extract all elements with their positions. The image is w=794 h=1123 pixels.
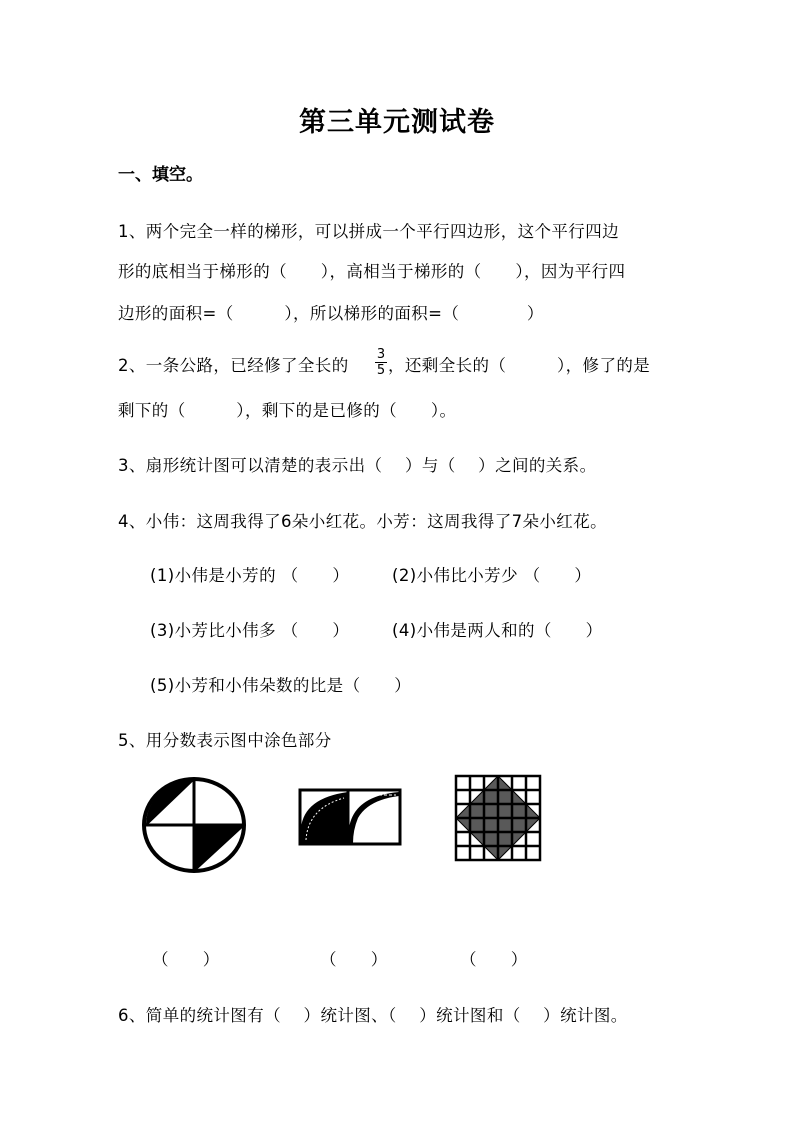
q3-text: 3、扇形统计图可以清楚的表示出（ ）与（ ）之间的关系。 bbox=[118, 456, 597, 475]
q2-line2: 剩下的（ ），剩下的是已修的（ ）。 bbox=[118, 401, 457, 420]
q2-line1-end: ，还剩全长的（ ），修了的是 bbox=[388, 356, 651, 375]
q5-answer-blank-2[interactable]: （ ） bbox=[320, 950, 388, 969]
section-heading-fill-in: 一、填空。 bbox=[118, 165, 203, 185]
fraction-three-fifths bbox=[375, 347, 387, 378]
q4-part2: (2)小伟比小芳少 （ ） bbox=[392, 566, 592, 585]
q4-part3: (3)小芳比小伟多 （ ） bbox=[150, 621, 350, 640]
q1-line3: 边形的面积=（ ），所以梯形的面积=（ ） bbox=[118, 304, 544, 323]
q6-text: 6、简单的统计图有（ ）统计图、（ ）统计图和（ ）统计图。 bbox=[118, 1006, 628, 1025]
q5-stem: 5、用分数表示图中涂色部分 bbox=[118, 731, 332, 750]
grid-diamond-figure bbox=[454, 774, 542, 862]
q1-line1: 1、两个完全一样的梯形，可以拼成一个平行四边形，这个平行四边 bbox=[118, 222, 619, 241]
circle-shaded-figure bbox=[140, 775, 250, 875]
fraction-numerator: 3 bbox=[376, 347, 386, 362]
fraction-denominator: 5 bbox=[376, 363, 386, 378]
q4-part1: (1)小伟是小芳的 （ ） bbox=[150, 566, 350, 585]
q5-answer-blank-1[interactable]: （ ） bbox=[152, 950, 220, 969]
q5-answer-blank-3[interactable]: （ ） bbox=[460, 950, 528, 969]
q1-line2: 形的底相当于梯形的（ ），高相当于梯形的（ ），因为平行四 bbox=[118, 262, 626, 281]
q2-line1-start: 2、一条公路，已经修了全长的 bbox=[118, 356, 349, 375]
q4-stem: 4、小伟：这周我得了6朵小红花。小芳：这周我得了7朵小红花。 bbox=[118, 512, 607, 531]
q4-part5: (5)小芳和小伟朵数的比是（ ） bbox=[150, 676, 412, 695]
page-title: 第三单元测试卷 bbox=[299, 107, 495, 138]
rectangle-shaded-figure bbox=[298, 788, 402, 846]
q4-part4: (4)小伟是两人和的（ ） bbox=[392, 621, 603, 640]
